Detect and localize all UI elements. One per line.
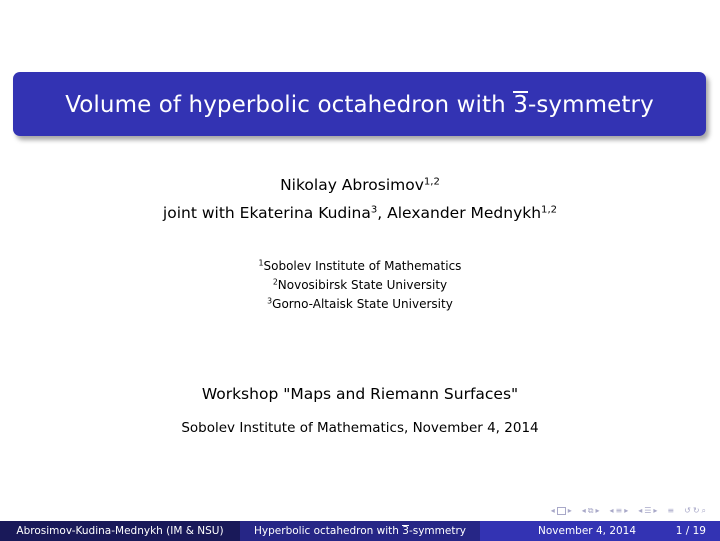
affiliation-1-sup: 1 [258, 258, 264, 268]
footer-authors: Abrosimov-Kudina-Mednykh (IM & NSU) [0, 521, 240, 541]
joint-author-1: joint with Ekaterina Kudina [162, 204, 371, 222]
nav-align-icon[interactable]: ≡ [667, 506, 675, 515]
slide-title [65, 91, 654, 118]
affiliation-3-sup: 3 [267, 296, 273, 306]
nav-subsection-icon[interactable]: ◂ ⧉ ▸ [581, 506, 600, 515]
footer-title-suffix: -symmetry [408, 525, 466, 537]
main-author-sup: 1,2 [423, 176, 440, 188]
footer-title-bar-symbol: 3 [402, 525, 409, 537]
title-suffix: -symmetry [527, 91, 654, 118]
title-bar-symbol: 3 [513, 91, 528, 118]
joint-author-1-sup: 3 [370, 204, 378, 216]
affiliation-3-name: Gorno-Altaisk State University [272, 297, 453, 311]
affiliation-2 [0, 278, 720, 292]
footer-short-title [240, 521, 480, 541]
title-prefix: Volume of hyperbolic octahedron with [65, 91, 514, 118]
workshop-title: Workshop "Maps and Riemann Surfaces" [201, 385, 519, 403]
affiliation-1-name: Sobolev Institute of Mathematics [263, 259, 462, 273]
joint-author-2-sup: 1,2 [541, 204, 558, 216]
affiliation-2-sup: 2 [272, 277, 278, 287]
venue-date: Sobolev Institute of Mathematics, November 4, 2014 [181, 420, 539, 436]
affiliation-1 [0, 259, 720, 273]
footer-bar [0, 521, 720, 541]
joint-authors [0, 204, 720, 222]
nav-frame-icon[interactable]: ◂ ▸ [550, 506, 572, 515]
main-author-name: Nikolay Abrosimov [280, 176, 424, 194]
beamer-navigation [551, 505, 706, 517]
affiliation-3 [0, 297, 720, 311]
nav-slide-icon[interactable]: ◂ ☰ ▸ [638, 506, 658, 515]
footer-date: November 4, 2014 [538, 525, 637, 537]
affiliation-2-name: Novosibirsk State University [277, 278, 448, 292]
footer-title-prefix: Hyperbolic octahedron with [254, 525, 403, 537]
joint-author-2: , Alexander Mednykh [377, 204, 542, 222]
title-banner [13, 72, 706, 136]
nav-search-icon[interactable]: ↺ ↻ ⌕ [684, 506, 706, 515]
nav-section-icon[interactable]: ◂ ≡ ▸ [609, 506, 629, 515]
footer-date-page [480, 521, 720, 541]
footer-page-number: 1 / 19 [675, 525, 706, 537]
main-author [0, 176, 720, 194]
